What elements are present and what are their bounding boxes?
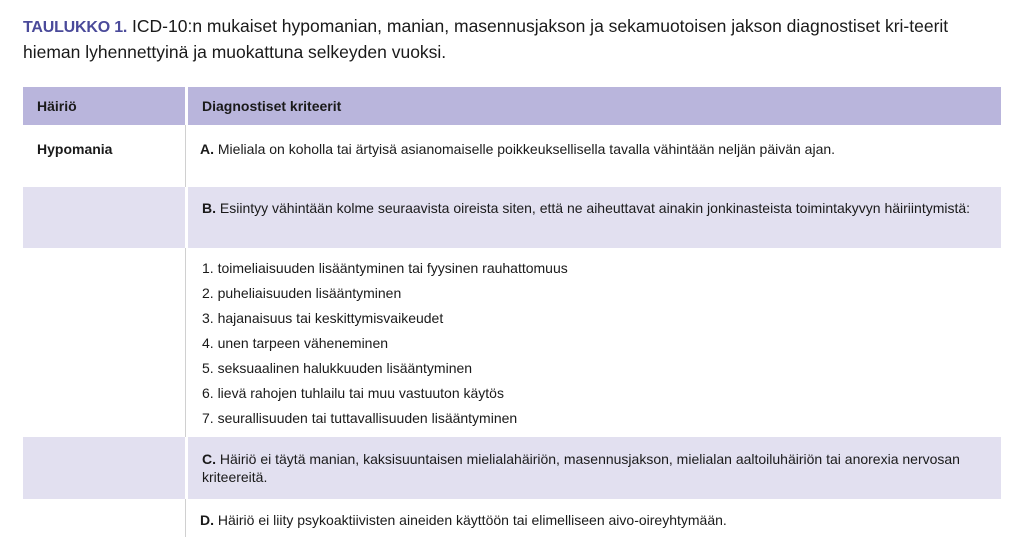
list-item: 6. lievä rahojen tuhlailu tai muu vastuuton käytös — [202, 385, 504, 401]
header-disorder: Häiriö — [23, 87, 185, 125]
table-row-criterion-a — [23, 125, 1001, 187]
criterion-d-letter: D. — [200, 512, 214, 528]
caption-text: ICD-10:n mukaiset hypomanian, manian, masennusjakson ja sekamuotoisen jakson diagnostiset kri-teerit hieman lyhennettyinä ja muokattuna selkeyden vuoksi. — [23, 16, 949, 62]
symptom-list — [200, 256, 983, 431]
empty-cell — [23, 248, 185, 437]
symptom-list-cell — [185, 248, 1001, 437]
disorder-name: Hypomania — [37, 141, 113, 157]
criterion-a-text: Mieliala on koholla tai ärtyisä asianomaiselle poikkeuksellisella tavalla vähintään neljän päivän ajan. — [214, 141, 836, 157]
table-row-symptoms — [23, 248, 1001, 437]
criterion-b-letter: B. — [202, 200, 216, 216]
criterion-c-letter: C. — [202, 451, 216, 467]
header-criteria: Diagnostiset kriteerit — [185, 87, 1001, 125]
table-caption — [23, 14, 1003, 64]
criterion-c — [185, 437, 1001, 499]
list-item: 7. seurallisuuden tai tuttavallisuuden lisääntyminen — [202, 410, 518, 426]
criterion-c-text: Häiriö ei täytä manian, kaksisuuntaisen mielialahäiriön, masennusjakson, mielialan aaltoiluhäiriön tai anorexia nervosan kriteereitä. — [202, 451, 960, 485]
criterion-a — [185, 125, 1001, 187]
criterion-b — [185, 187, 1001, 248]
list-item: 5. seksuaalinen halukkuuden lisääntyminen — [202, 360, 473, 376]
criterion-d — [185, 499, 1001, 537]
table-row-criterion-b — [23, 187, 1001, 248]
empty-cell — [23, 187, 185, 248]
list-item: 4. unen tarpeen väheneminen — [202, 335, 389, 351]
empty-cell — [23, 499, 185, 537]
table-header-row — [23, 87, 1001, 125]
table-row-criterion-d — [23, 499, 1001, 537]
list-item: 1. toimeliaisuuden lisääntyminen tai fyysinen rauhattomuus — [202, 260, 568, 276]
criterion-d-text: Häiriö ei liity psykoaktiivisten aineiden käyttöön tai elimelliseen aivo-oireyhtymään. — [214, 512, 727, 528]
list-item: 3. hajanaisuus tai keskittymisvaikeudet — [202, 310, 444, 326]
table-row-criterion-c — [23, 437, 1001, 499]
criteria-table — [23, 87, 1001, 537]
caption-label: TAULUKKO 1. — [23, 19, 128, 36]
criterion-b-text: Esiintyy vähintään kolme seuraavista oireista siten, että ne aiheuttavat ainakin jonkinasteista toimintakyvyn häiriintymistä: — [216, 200, 971, 216]
criterion-a-letter: A. — [200, 141, 214, 157]
empty-cell — [23, 437, 185, 499]
list-item: 2. puheliaisuuden lisääntyminen — [202, 285, 402, 301]
